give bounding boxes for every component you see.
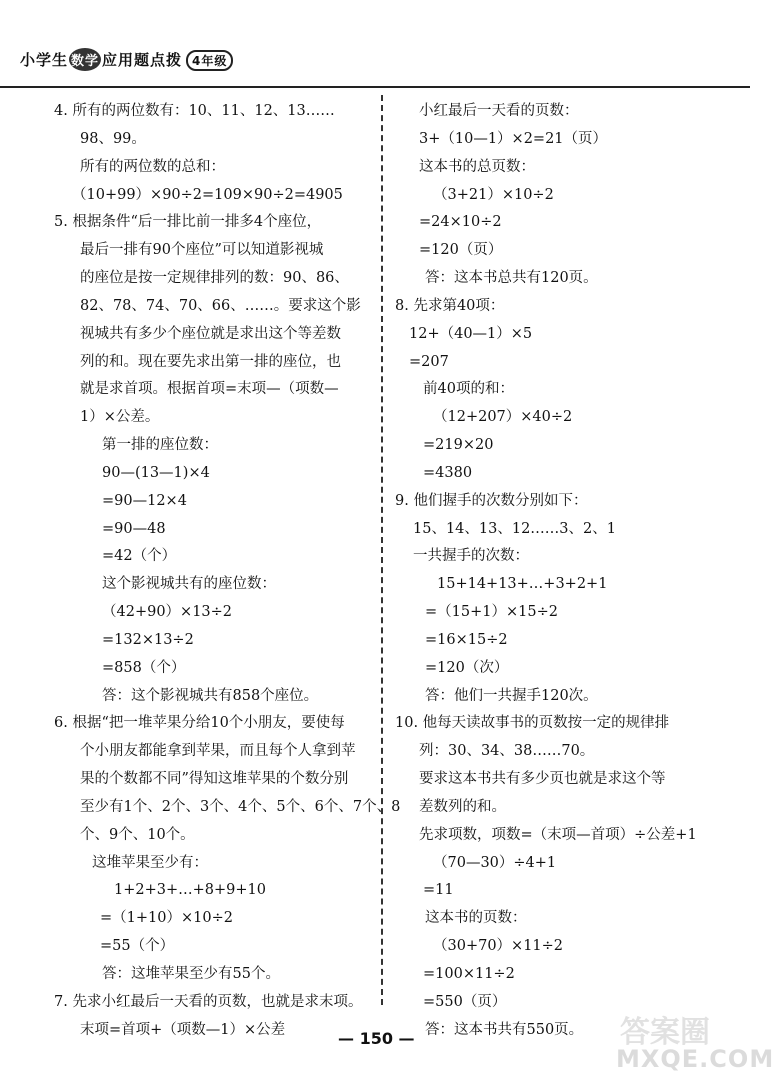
left-line: =90—12×4 <box>102 493 187 509</box>
right-line: 3+（10—1）×2=21（页） <box>419 131 608 147</box>
right-line: （12+207）×40÷2 <box>433 409 573 425</box>
left-line: 4. 所有的两位数有：10、11、12、13…… <box>54 103 335 119</box>
right-line: （30+70）×11÷2 <box>433 938 564 954</box>
watermark-logo <box>616 1007 774 1073</box>
left-line: 98、99。 <box>80 131 146 147</box>
right-line: 12+（40—1）×5 <box>409 326 533 342</box>
left-line: 这个影视城共有的座位数： <box>102 576 276 592</box>
left-line: 1+2+3+…+8+9+10 <box>114 882 266 898</box>
right-line: 答：他们一共握手120次。 <box>425 688 598 704</box>
left-line: 至少有1个、2个、3个、4个、5个、6个、7个、8 <box>80 799 401 815</box>
left-line: 就是求首项。根据首项=末项—（项数— <box>80 381 339 397</box>
left-line: 5. 根据条件“后一排比前一排多4个座位， <box>54 214 322 230</box>
right-line: 这本书的总页数： <box>419 159 535 175</box>
left-line: 所有的两位数的总和： <box>80 159 225 175</box>
math-badge: 数学 <box>69 48 101 71</box>
left-line: =132×13÷2 <box>102 632 194 648</box>
right-line: 答：这本书共有550页。 <box>425 1022 584 1038</box>
left-line: 列的和。现在要先求出第一排的座位，也 <box>80 354 341 370</box>
right-line: 15、14、13、12……3、2、1 <box>413 521 616 537</box>
right-line: 小红最后一天看的页数： <box>419 103 579 119</box>
right-line: 差数列的和。 <box>419 799 506 815</box>
right-line: =120（次） <box>425 660 509 676</box>
left-line: =858（个） <box>102 660 186 676</box>
right-line: 10. 他每天读故事书的页数按一定的规律排 <box>395 715 670 731</box>
right-line: =100×11÷2 <box>423 966 515 982</box>
title-part1: 小学生 <box>20 51 69 69</box>
left-line: 1）×公差。 <box>80 409 160 425</box>
right-line: =（15+1）×15÷2 <box>425 604 558 620</box>
book-title <box>20 48 233 71</box>
left-line: =42（个） <box>102 548 177 564</box>
right-line: =16×15÷2 <box>425 632 508 648</box>
right-line: 前40项的和： <box>423 381 514 397</box>
left-line: 这堆苹果至少有： <box>92 855 208 871</box>
left-line: =55（个） <box>100 938 175 954</box>
right-line: 要求这本书共有多少页也就是求这个等 <box>419 771 666 787</box>
watermark-top-text: 答案圈 <box>620 1015 710 1050</box>
left-line: 个小朋友都能拿到苹果，而且每个人拿到苹 <box>80 743 356 759</box>
right-line: =550（页） <box>423 994 507 1010</box>
right-line: =24×10÷2 <box>419 214 502 230</box>
watermark-url: MXQE.COM <box>616 1045 774 1073</box>
left-line: 答：这个影视城共有858个座位。 <box>102 688 319 704</box>
left-line: 第一排的座位数： <box>102 437 218 453</box>
left-line: （10+99）×90÷2=109×90÷2=4905 <box>72 187 343 203</box>
grade-badge: 4年级 <box>186 50 233 71</box>
left-line: 个、9个、10个。 <box>80 827 195 843</box>
left-line: =90—48 <box>102 521 166 537</box>
right-line: 答：这本书总共有120页。 <box>425 270 598 286</box>
right-line: 一共握手的次数： <box>413 548 529 564</box>
right-line: =120（页） <box>419 242 503 258</box>
right-line: 9. 他们握手的次数分别如下： <box>395 493 588 509</box>
page-header <box>0 36 750 86</box>
left-line: 的座位是按一定规律排列的数：90、86、 <box>80 270 349 286</box>
page-number: — 150 — <box>338 1029 415 1048</box>
left-line: 90—(13—1)×4 <box>102 465 210 481</box>
right-line: 15+14+13+…+3+2+1 <box>437 576 608 592</box>
right-line: 列：30、34、38……70。 <box>419 743 595 759</box>
left-line: 末项=首项+（项数—1）×公差 <box>80 1022 286 1038</box>
left-line: 7. 先求小红最后一天看的页数，也就是求末项。 <box>54 994 363 1010</box>
left-line: （42+90）×13÷2 <box>102 604 233 620</box>
right-line: 8. 先求第40项： <box>395 298 505 314</box>
left-line: 6. 根据“把一堆苹果分给10个小朋友，要使每 <box>54 715 345 731</box>
right-line: =11 <box>423 882 454 898</box>
left-line: 答：这堆苹果至少有55个。 <box>102 966 280 982</box>
right-line: =4380 <box>423 465 473 481</box>
left-line: 82、78、74、70、66、……。要求这个影 <box>80 298 361 314</box>
right-line: 先求项数，项数=（末项—首项）÷公差+1 <box>419 827 697 843</box>
header-rule <box>0 86 750 88</box>
right-line: （70—30）÷4+1 <box>433 855 557 871</box>
left-line: 最后一排有90个座位”可以知道影视城 <box>80 242 324 258</box>
left-line: 果的个数都不同”得知这堆苹果的个数分别 <box>80 771 349 787</box>
column-divider <box>381 95 383 1005</box>
right-line: 这本书的页数： <box>425 910 527 926</box>
title-part2: 应用题点拨 <box>102 51 183 69</box>
right-line: （3+21）×10÷2 <box>433 187 554 203</box>
left-line: 视城共有多少个座位就是求出这个等差数 <box>80 326 341 342</box>
left-line: =（1+10）×10÷2 <box>100 910 233 926</box>
right-line: =207 <box>409 354 449 370</box>
right-line: =219×20 <box>423 437 494 453</box>
